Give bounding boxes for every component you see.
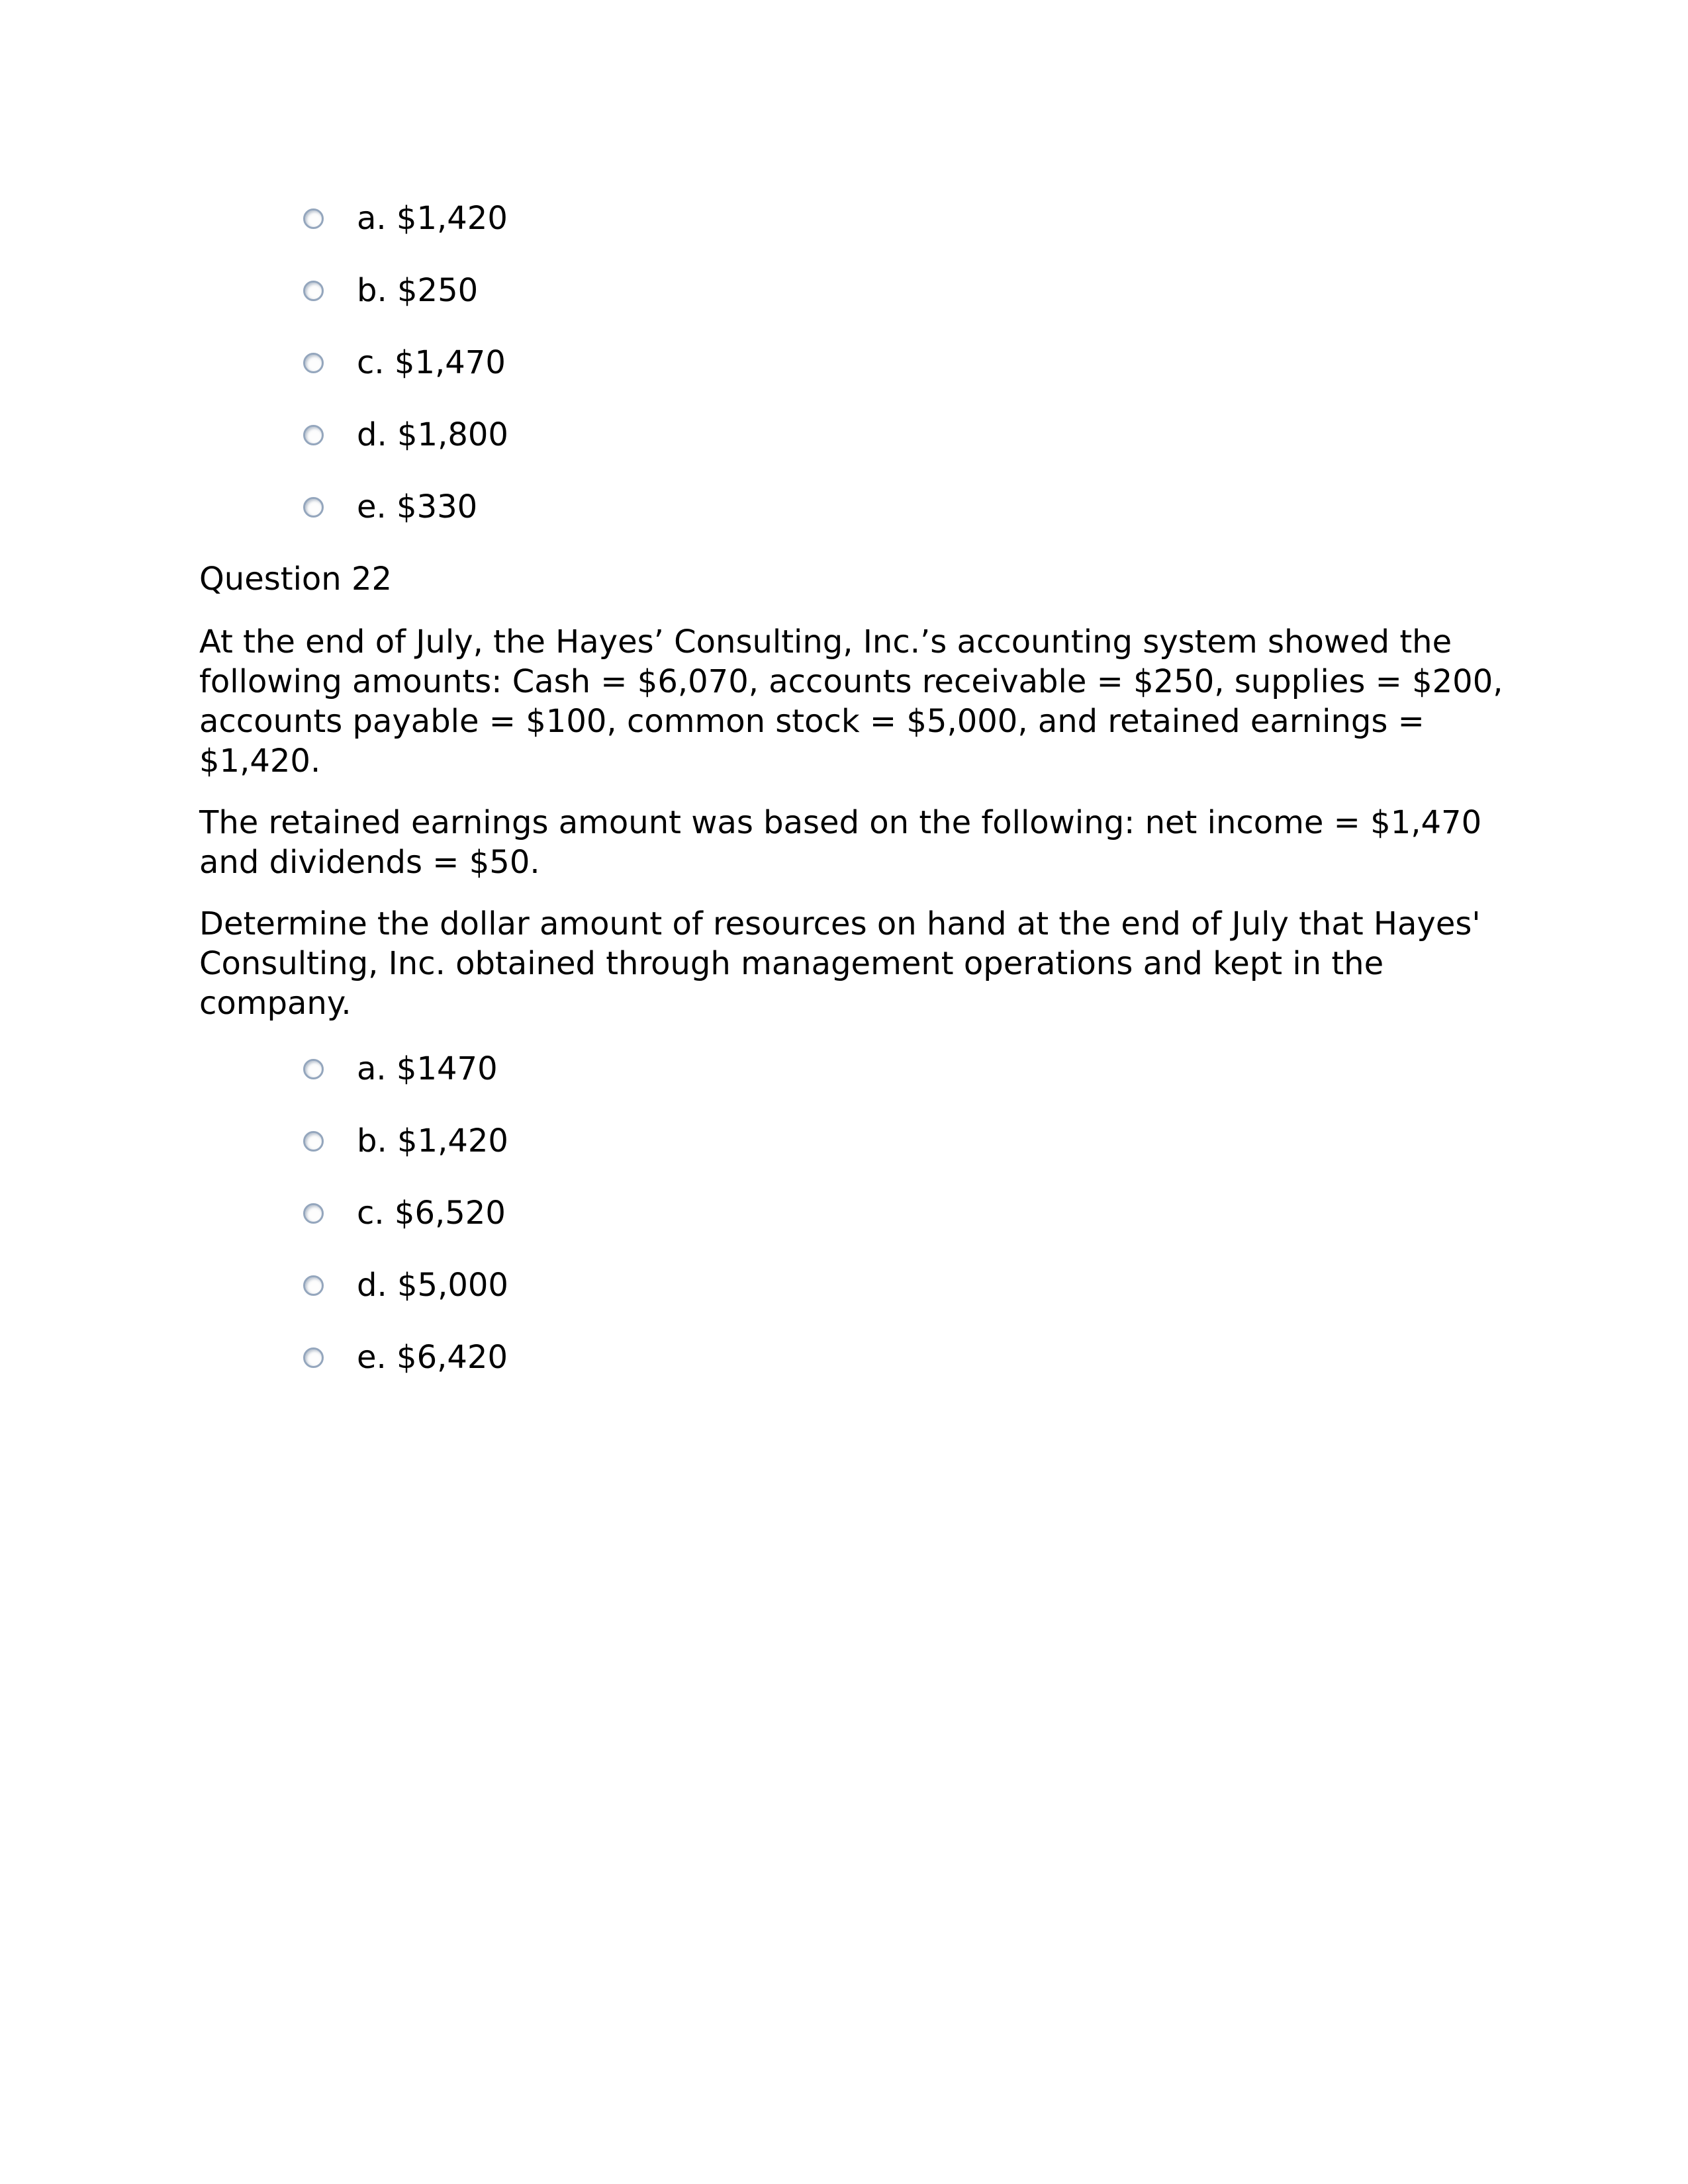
option-row[interactable]	[303, 271, 1656, 310]
paragraph-line: At the end of July, the Hayes’ Consulting, Inc.’s accounting system showed the	[199, 623, 1452, 660]
option-label[interactable]: c. $6,520	[357, 1195, 506, 1232]
option-row[interactable]	[303, 1121, 1656, 1161]
option-label[interactable]: d. $5,000	[357, 1267, 508, 1304]
option-label[interactable]: b. $1,420	[357, 1122, 508, 1160]
paragraph-line: following amounts: Cash = $6,070, accounts receivable = $250, supplies = $200,	[199, 663, 1503, 700]
option-label[interactable]: c. $1,470	[357, 344, 506, 381]
answer-options-question-22	[303, 1049, 1656, 1377]
option-label[interactable]: e. $6,420	[357, 1339, 508, 1376]
paragraph-line: accounts payable = $100, common stock = $5,000, and retained earnings =	[199, 703, 1425, 740]
radio-button[interactable]	[303, 1203, 324, 1224]
radio-button[interactable]	[303, 1275, 324, 1296]
paragraph-line: The retained earnings amount was based on the following: net income = $1,470	[199, 804, 1482, 841]
option-row[interactable]	[303, 343, 1656, 383]
question-22-heading: Question 22	[199, 561, 393, 598]
radio-button[interactable]	[303, 497, 324, 518]
radio-button[interactable]	[303, 1059, 324, 1079]
option-row[interactable]	[303, 199, 1656, 238]
radio-button[interactable]	[303, 425, 324, 445]
question-22-paragraph-3	[199, 904, 1656, 1023]
option-label[interactable]: d. $1,800	[357, 416, 508, 453]
radio-button[interactable]	[303, 208, 324, 229]
answer-options-previous-question	[303, 199, 1656, 527]
option-label[interactable]: a. $1,420	[357, 200, 508, 237]
option-label[interactable]: a. $1470	[357, 1050, 498, 1087]
option-row[interactable]	[303, 1338, 1656, 1377]
radio-button[interactable]	[303, 1347, 324, 1368]
option-row[interactable]	[303, 1265, 1656, 1305]
paragraph-line: $1,420.	[199, 743, 321, 780]
option-label[interactable]: e. $330	[357, 488, 478, 525]
paragraph-line: Consulting, Inc. obtained through management operations and kept in the	[199, 945, 1384, 982]
option-row[interactable]	[303, 1193, 1656, 1233]
radio-button[interactable]	[303, 281, 324, 301]
option-row[interactable]	[303, 415, 1656, 455]
radio-button[interactable]	[303, 1131, 324, 1152]
option-row[interactable]	[303, 487, 1656, 527]
radio-button[interactable]	[303, 353, 324, 373]
paragraph-line: and dividends = $50.	[199, 844, 540, 881]
question-22-paragraph-1	[199, 622, 1656, 781]
paragraph-line: Determine the dollar amount of resources on hand at the end of July that Hayes'	[199, 905, 1481, 942]
quiz-content	[199, 199, 1656, 1410]
option-row[interactable]	[303, 1049, 1656, 1089]
question-22-paragraph-2	[199, 803, 1656, 882]
option-label[interactable]: b. $250	[357, 272, 479, 309]
paragraph-line: company.	[199, 985, 352, 1022]
